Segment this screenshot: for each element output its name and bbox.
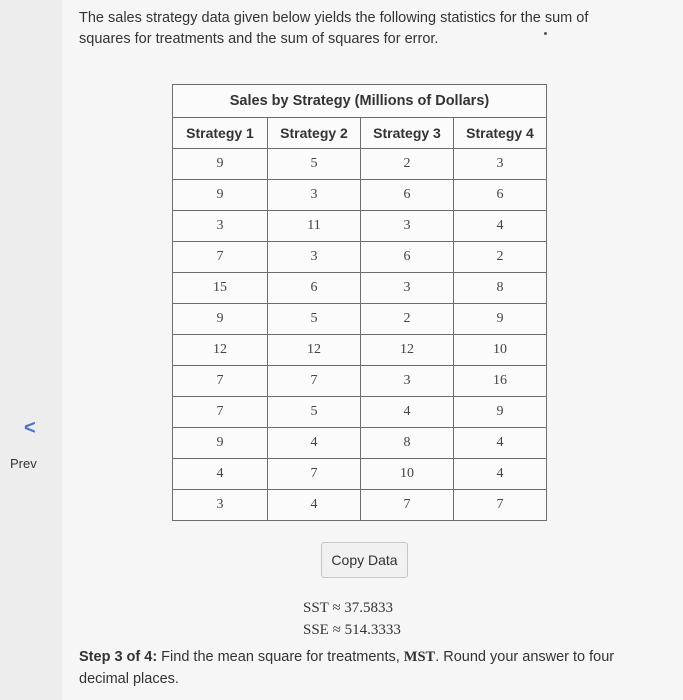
table-cell: 4 [454,428,547,459]
table-cell: 2 [361,304,454,335]
table-cell: 3 [173,490,268,521]
step-text-after: . Round your answer to four decimal places. [79,649,615,687]
column-header: Strategy 3 [361,118,454,149]
table-row [173,211,547,242]
column-header: Strategy 2 [268,118,361,149]
table-cell: 10 [361,459,454,490]
table-cell: 15 [173,273,268,304]
table-cell: 4 [361,397,454,428]
table-cell: 3 [361,211,454,242]
table-cell: 3 [361,273,454,304]
table-row [173,490,547,521]
table-cell: 9 [173,180,268,211]
table-cell: 7 [454,490,547,521]
table-cell: 7 [173,366,268,397]
table-cell: 3 [361,366,454,397]
table-cell: 9 [173,304,268,335]
table-cell: 9 [454,304,547,335]
table-cell: 7 [268,459,361,490]
table-cell: 7 [173,242,268,273]
sst-value: SST ≈ 37.5833 [303,600,394,616]
table-cell: 11 [268,211,361,242]
column-header: Strategy 1 [173,118,268,149]
table-row [173,242,547,273]
table-cell: 7 [268,366,361,397]
table-row [173,428,547,459]
sse-value: SSE ≈ 514.3333 [303,622,401,638]
left-nav-strip [0,0,62,700]
table-body [173,149,547,521]
table-cell: 4 [454,459,547,490]
table-cell: 3 [173,211,268,242]
table-cell: 3 [454,149,547,180]
step-text-before: Find the mean square for treatments, [157,649,404,665]
table-cell: 7 [361,490,454,521]
table-cell: 8 [361,428,454,459]
table-caption: Sales by Strategy (Millions of Dollars) [173,85,547,118]
table-cell: 5 [268,397,361,428]
decorative-dot [544,32,547,35]
table-cell: 5 [268,304,361,335]
table-cell: 9 [173,428,268,459]
table-row [173,149,547,180]
table-cell: 4 [268,428,361,459]
table-cell: 4 [268,490,361,521]
table-cell: 12 [173,335,268,366]
table-cell: 3 [268,180,361,211]
sales-by-strategy-table [172,84,547,521]
table-cell: 5 [268,149,361,180]
statistics-block [303,597,401,641]
table-cell: 12 [268,335,361,366]
problem-prompt: The sales strategy data given below yields the following statistics for the sum of squares for treatments and the sum of squares for error. [79,10,589,47]
table-cell: 9 [173,149,268,180]
table-cell: 9 [454,397,547,428]
table-cell: 12 [361,335,454,366]
table-row [173,366,547,397]
table-cell: 6 [361,180,454,211]
table-cell: 2 [454,242,547,273]
column-header: Strategy 4 [454,118,547,149]
prev-button[interactable]: Prev [10,456,37,471]
step-instruction [79,646,624,690]
table-row [173,335,547,366]
table-cell: 4 [454,211,547,242]
table-row [173,397,547,428]
table-cell: 7 [173,397,268,428]
table-cell: 4 [173,459,268,490]
table-row [173,273,547,304]
table-cell: 3 [268,242,361,273]
table-cell: 10 [454,335,547,366]
step-label: Step 3 of 4: [79,649,158,665]
table-header-row [173,118,547,149]
table-cell: 6 [268,273,361,304]
table-row [173,459,547,490]
table-cell: 16 [454,366,547,397]
table-row [173,304,547,335]
table-cell: 6 [454,180,547,211]
chevron-left-icon[interactable]: < [24,417,36,439]
table-cell: 8 [454,273,547,304]
table-cell: 6 [361,242,454,273]
table-row [173,180,547,211]
table-cell: 2 [361,149,454,180]
copy-data-button[interactable]: Copy Data [321,542,408,578]
step-term: MST [403,649,436,665]
